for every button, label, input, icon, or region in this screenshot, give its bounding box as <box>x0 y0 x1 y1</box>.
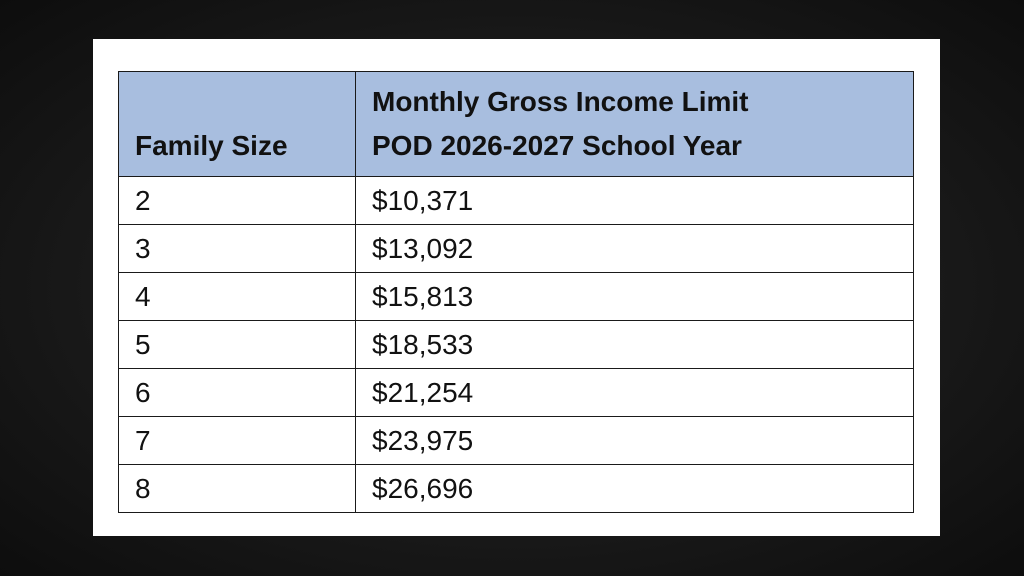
table-row <box>119 465 914 513</box>
cell-family-size: 6 <box>119 369 356 417</box>
cell-family-size: 8 <box>119 465 356 513</box>
cell-income: $15,813 <box>356 273 914 321</box>
document-card <box>93 39 940 536</box>
table-row <box>119 321 914 369</box>
header-family-size <box>119 72 356 177</box>
cell-family-size: 2 <box>119 177 356 225</box>
table-row <box>119 225 914 273</box>
cell-income: $26,696 <box>356 465 914 513</box>
table-row <box>119 369 914 417</box>
cell-income: $10,371 <box>356 177 914 225</box>
cell-family-size: 7 <box>119 417 356 465</box>
income-limit-table <box>118 71 914 513</box>
header-income-line1: Monthly Gross Income Limit <box>372 86 749 117</box>
table-row <box>119 177 914 225</box>
header-income-limit <box>356 72 914 177</box>
cell-family-size: 4 <box>119 273 356 321</box>
table-row <box>119 273 914 321</box>
cell-family-size: 3 <box>119 225 356 273</box>
cell-income: $21,254 <box>356 369 914 417</box>
cell-income: $18,533 <box>356 321 914 369</box>
cell-income: $23,975 <box>356 417 914 465</box>
header-income-line2: POD 2026-2027 School Year <box>372 130 742 161</box>
cell-income: $13,092 <box>356 225 914 273</box>
table-header-row <box>119 72 914 177</box>
table-row <box>119 417 914 465</box>
cell-family-size: 5 <box>119 321 356 369</box>
header-family-size-label: Family Size <box>135 130 288 161</box>
